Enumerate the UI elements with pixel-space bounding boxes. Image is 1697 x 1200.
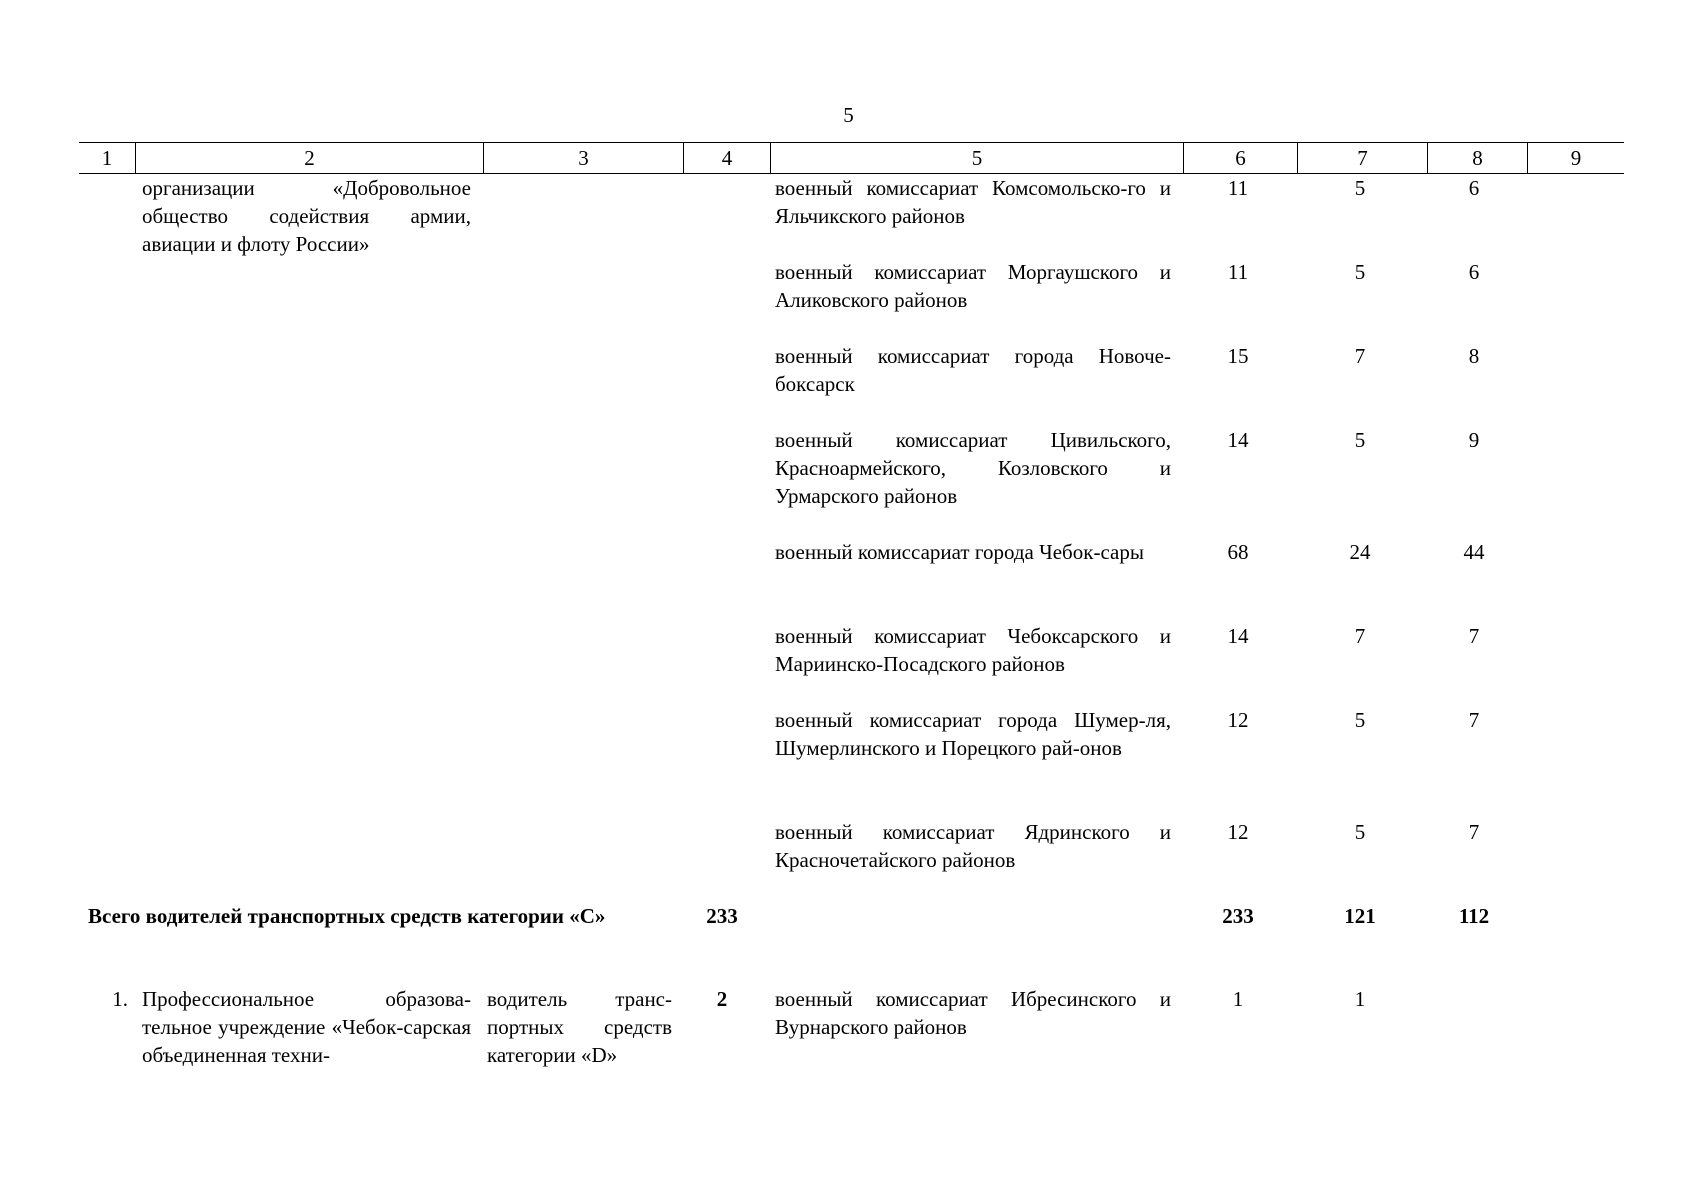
total-col-6: 233 <box>1222 904 1254 928</box>
header-col-3: 3 <box>483 143 683 173</box>
count-col-8: 7 <box>1468 624 1480 648</box>
total-col-4: 233 <box>706 904 738 928</box>
commissariat-cell: военный комиссариат Комсомольско-го и Яльчикского районов <box>775 176 1171 228</box>
commissariat-cell: военный комиссариат города Новоче-боксарск <box>775 344 1171 396</box>
count-col-6: 14 <box>1227 624 1249 648</box>
row-index: 1. <box>112 987 128 1011</box>
count-col-7: 5 <box>1354 176 1366 200</box>
count-col-6: 12 <box>1227 820 1249 844</box>
organization-name: организации «Добровольное общество содействия армии, авиации и флоту России» <box>142 176 471 256</box>
count-col-8: 9 <box>1468 428 1480 452</box>
header-col-7: 7 <box>1297 143 1427 173</box>
count-col-8: 7 <box>1468 708 1480 732</box>
commissariat-cell: военный комиссариат Цивильского, Красноармейского, Козловского и Урмарского районов <box>775 428 1171 508</box>
count-col-7: 1 <box>1354 987 1366 1011</box>
count-col-6: 11 <box>1227 176 1249 200</box>
commissariat-cell: военный комиссариат города Чебок-сары <box>775 540 1144 564</box>
count-col-6: 14 <box>1227 428 1249 452</box>
count-col-8: 8 <box>1468 344 1480 368</box>
total-col-7: 121 <box>1344 904 1376 928</box>
organization-name: Профессиональное образова-тельное учреждение «Чебок-сарская объединенная техни- <box>142 987 471 1067</box>
group-col-4: 2 <box>716 987 728 1011</box>
total-label: Всего водителей транспортных средств категории «С» <box>88 904 606 928</box>
count-col-7: 5 <box>1354 708 1366 732</box>
count-col-6: 15 <box>1227 344 1249 368</box>
commissariat-cell: военный комиссариат Ядринского и Красночетайского районов <box>775 820 1171 872</box>
count-col-7: 5 <box>1354 820 1366 844</box>
count-col-7: 5 <box>1354 260 1366 284</box>
count-col-7: 7 <box>1354 624 1366 648</box>
count-col-7: 7 <box>1354 344 1366 368</box>
header-col-5: 5 <box>770 143 1183 173</box>
header-col-6: 6 <box>1183 143 1297 173</box>
header-col-4: 4 <box>683 143 770 173</box>
count-col-8: 7 <box>1468 820 1480 844</box>
total-col-8: 112 <box>1458 904 1490 928</box>
count-col-8: 6 <box>1468 176 1480 200</box>
header-col-9: 9 <box>1527 143 1624 173</box>
header-col-2: 2 <box>135 143 483 173</box>
count-col-7: 5 <box>1354 428 1366 452</box>
table-header-row <box>79 142 1624 174</box>
count-col-6: 1 <box>1232 987 1244 1011</box>
header-col-8: 8 <box>1427 143 1527 173</box>
count-col-6: 12 <box>1227 708 1249 732</box>
commissariat-cell: военный комиссариат Чебоксарского и Мариинско-Посадского районов <box>775 624 1171 676</box>
count-col-8: 44 <box>1463 540 1485 564</box>
commissariat-cell: военный комиссариат Ибресинского и Вурнарского районов <box>775 987 1171 1039</box>
count-col-8: 6 <box>1468 260 1480 284</box>
commissariat-cell: военный комиссариат Моргаушского и Аликовского районов <box>775 260 1171 312</box>
header-col-1: 1 <box>101 146 113 170</box>
count-col-6: 68 <box>1227 540 1249 564</box>
count-col-6: 11 <box>1227 260 1249 284</box>
count-col-7: 24 <box>1349 540 1371 564</box>
page-number: 5 <box>843 103 854 127</box>
position-name: водитель транс-портных средств категории «D» <box>487 987 672 1067</box>
commissariat-cell: военный комиссариат города Шумер-ля, Шумерлинского и Порецкого рай-онов <box>775 708 1171 760</box>
